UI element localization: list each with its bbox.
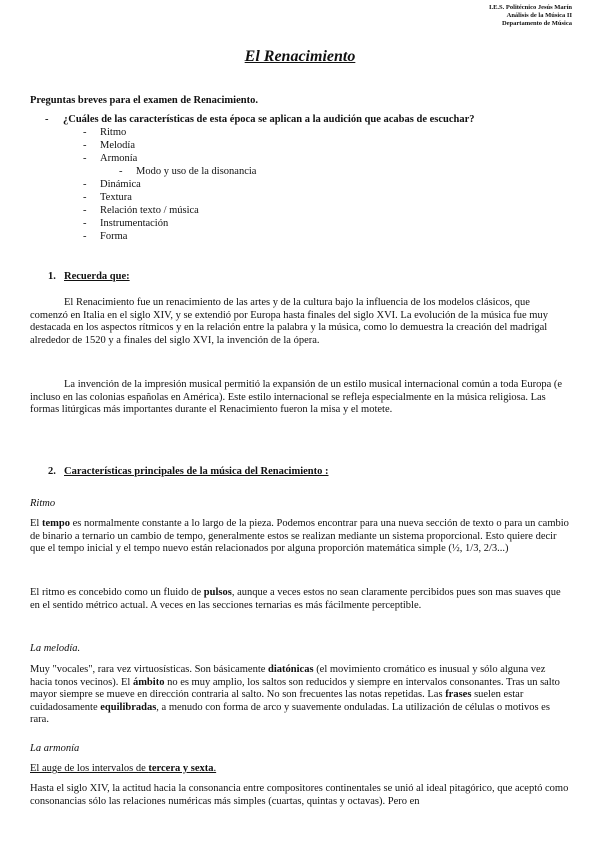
section-2-number: 2. — [48, 466, 56, 477]
section-2-heading — [48, 466, 329, 477]
section-1-paragraph-2: La invención de la impresión musical permitió la expansión de un estilo musical internacional común a toda Europa (e incluso en las colonias españolas en América). Este estilo internacional se refleja especialmente en la música religiosa. Las formas litúrgicas más importantes durante el Renacimiento fueron la misa y el motete. — [30, 379, 563, 416]
section-1-paragraph-1: El Renacimiento fue un renacimiento de las artes y de la cultura bajo la influencia de los modelos clásicos, que comenzó en Italia en el siglo XIV, y se extendió por Europa hasta finales del siglo XVI. La evolución de la música fue muy destacada en los aspectos rítmicos y en la relación entre la palabra y la música, como lo demuestra la creación del madrigal alrededor de 1520 y a finales del siglo XVI, la invención de la ópera. — [30, 297, 548, 346]
header-block — [489, 4, 572, 28]
header-subject: Análisis de la Música II — [506, 12, 572, 19]
list-item-label: Forma — [100, 231, 128, 242]
armonia-subheading: El auge de los intervalos de tercera y sexta. — [30, 763, 217, 774]
armonia-heading: La armonía — [30, 743, 80, 754]
list-item-label: Textura — [100, 192, 132, 203]
list-item-label: Dinámica — [100, 179, 141, 190]
question-text: ¿Cuáles de las características de esta época se aplican a la audición que acabas de escuchar? — [63, 114, 475, 125]
intro-heading: Preguntas breves para el examen de Renacimiento. — [30, 95, 258, 106]
header-department: Departamento de Música — [501, 20, 572, 27]
ritmo-heading: Ritmo — [30, 498, 56, 509]
ritmo-paragraph-1: El tempo es normalmente constante a lo largo de la pieza. Podemos encontrar para una nueva sección de texto o para un cambio de binario a ternario un cambio de tempo, generalmente estos se realizan mediante un sistema proporcional. Esto quiere decir que el tempo inicial y el tempo nuevo están relacionados por alguna proporción matemática simple (½, 1/3, 2/3...) — [30, 518, 569, 555]
list-item-label: Armonía — [100, 153, 138, 164]
question-dash: - — [45, 114, 49, 125]
section-2-label: Características principales de la música del Renacimiento : — [64, 466, 329, 477]
document-page: I.E.S. Politécnico Jesús Marín Análisis de la Música II Departamento de Música El Renacimiento Preguntas breves para el examen de Renacimiento. - ¿Cuáles de las características de esta época se aplican a la audición que acabas de escuchar? - Ritmo - Melodía - Armonía - Modo y uso de la disonancia - Dinámica - Textura - Relación texto / música - Instrumentación - Forma 1. Recuerda que: El Renacimiento fue un renacimiento de las artes y de la cultura bajo la influencia de los modelos clásicos, que comenzó en Italia en el siglo XIV, y se extendió por Europa hasta finales del siglo XVI. La evolución de la música fue muy destacada en los aspectos rítmicos y en la relación entre la palabra y la música, como lo demuestra la creación del madrigal alrededor de 1520 y a finales del siglo XVI, la invención de la ópera. La invención de la impresión musical permitió la expansión de un estilo musical internacional común a toda Europa (e incluso en las colonias españolas en América). Este estilo internacional se refleja especialmente en la música religiosa. Las formas litúrgicas más importantes durante el Renacimiento fueron la misa y el motete. 2. Características principales de la música del Renacimiento : Ritmo El tempo es normalmente constante a lo largo de la pieza. Podemos encontrar para una nueva sección de texto o para un cambio de binario a ternario un cambio de tempo, generalmente estos se realizan mediante un sistema proporcional. Esto quiere decir que el tempo inicial y el tempo nuevo están relacionados por alguna proporción matemática simple (½, 1/3, 2/3...) El ritmo es concebido como un fluido de pulsos, aunque a veces estos no sean claramente percibidos pues son mas suaves que en el sentido métrico actual. A veces en las secciones ternarias es más fácilmente perceptible. La melodía. Muy "vocales", rara vez virtuosísticas. Son básicamente diatónicas (el movimiento cromático es inusual y sólo alguna vez hacia tonos vecinos). El ámbito no es muy amplio, los saltos son reducidos y siempre en intervalos consonantes. Tras un salto mayor siempre se mueve en dirección contraria al salto. No son frecuentes las notas repetidas. Las frases suelen estar cuidadosamente equilibradas, a menudo con forma de arco y suavemente onduladas. La utilización de células o motivos es rara. La armonía El auge de los intervalos de tercera y sexta. Hasta el siglo XIV, la actitud hacia la consonancia entre compositores continentales se unió al ideal pitagórico, que aceptó como consonancias sólo las relaciones numéricas más simples (cuartas, quintas y octavas). Pero en — [0, 0, 600, 848]
section-1-number: 1. — [48, 271, 56, 282]
sub-list-item-label: Modo y uso de la disonancia — [136, 166, 257, 177]
page-title: El Renacimiento — [244, 48, 356, 65]
melodia-paragraph: Muy "vocales", rara vez virtuosísticas. Son básicamente diatónicas (el movimiento cromático es inusual y sólo alguna vez hacia tonos vecinos). El ámbito no es muy amplio, los saltos son reducidos y siempre en intervalos consonantes. Tras un salto mayor siempre se mueve en dirección contraria al salto. No son frecuentes las notas repetidas. Las frases suelen estar cuidadosamente equilibradas, a menudo con forma de arco y suavemente onduladas. La utilización de células o motivos es rara. — [30, 664, 560, 726]
header-school: I.E.S. Politécnico Jesús Marín — [488, 4, 572, 11]
list-item-label: Ritmo — [100, 127, 127, 138]
section-1-label: Recuerda que: — [64, 271, 130, 282]
section-1-heading — [48, 271, 130, 282]
ritmo-paragraph-2: El ritmo es concebido como un fluido de pulsos, aunque a veces estos no sean claramente percibidos pues son mas suaves que en el sentido métrico actual. A veces en las secciones ternarias es más fácilmente perceptible. — [30, 587, 561, 611]
list-item-label: Relación texto / música — [100, 205, 199, 216]
melodia-heading: La melodía. — [30, 643, 81, 654]
armonia-paragraph: Hasta el siglo XIV, la actitud hacia la consonancia entre compositores continentales se unió al ideal pitagórico, que aceptó como consonancias sólo las relaciones numéricas más simples (cuartas, quintas y octavas). Pero en — [30, 783, 569, 807]
list-item-label: Instrumentación — [100, 218, 169, 229]
list-item-label: Melodía — [100, 140, 135, 151]
